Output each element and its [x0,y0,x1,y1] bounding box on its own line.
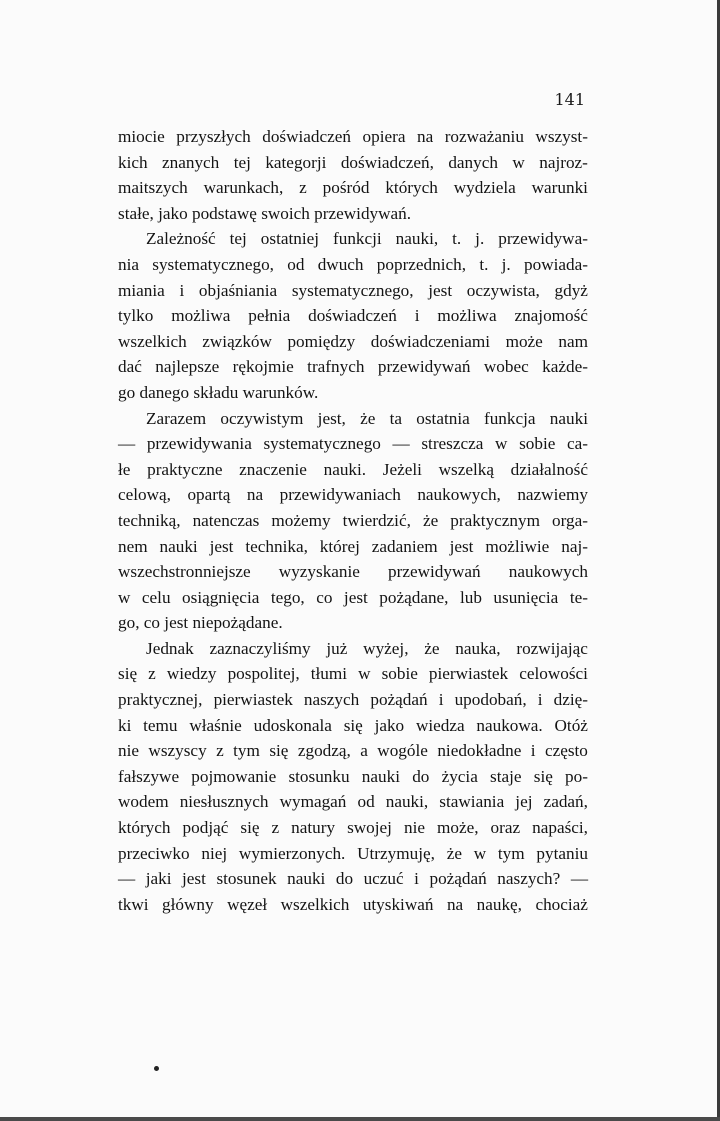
text-line: maitszych warunkach, z pośród których wydziela warunki [118,178,588,198]
text-line: techniką, natenczas możemy twierdzić, że praktycznym orga- [118,510,588,530]
text-line: stałe, jako podstawę swoich przewidywań. [118,203,412,223]
body-text [118,124,588,917]
text-line: — przewidywania systematycznego — streszcza w sobie ca- [118,434,588,454]
text-line: wszelkich związków pomiędzy doświadczeniami może nam [118,331,588,351]
text-line: w celu osiągnięcia tego, co jest pożądane, lub usunięcia te- [118,587,588,607]
text-line: nem nauki jest technika, której zadaniem jest możliwie naj- [118,536,588,556]
text-line: nia systematycznego, od dwuch poprzednich, t. j. powiada- [118,254,588,274]
text-line: ki temu właśnie udoskonala się jako wiedza naukowa. Otóż [118,715,588,735]
text-line: celową, opartą na przewidywaniach naukowych, nazwiemy [118,485,588,505]
text-line: wszechstronniejsze wyzyskanie przewidywań naukowych [118,562,588,582]
text-line: praktycznej, pierwiastek naszych pożądań i upodobań, i dzię- [118,690,588,710]
text-line: — jaki jest stosunek nauki do uczuć i pożądań naszych? — [118,869,588,889]
text-line: wodem niesłusznych wymagań od nauki, stawiania jej zadań, [118,792,588,812]
text-line: fałszywe pojmowanie stosunku nauki do życia staje się po- [118,766,588,786]
text-line: się z wiedzy pospolitej, tłumi w sobie pierwiastek celowości [118,664,588,684]
text-line: których podjąć się z natury swojej nie może, oraz napaści, [118,818,588,838]
text-line: Jednak zaznaczyliśmy już wyżej, że nauka, rozwijając [146,638,588,658]
text-line: miania i objaśniania systematycznego, jest oczywista, gdyż [118,280,588,300]
text-line: kich znanych tej kategorji doświadczeń, danych w najroz- [118,152,588,172]
text-line: nie wszyscy z tym się zgodzą, a wogóle niedokładne i często [118,741,588,761]
scan-edge-bottom [0,1117,720,1121]
text-line: tkwi główny węzeł wszelkich utyskiwań na naukę, chociaż [118,894,588,914]
page-number: 141 [554,90,585,109]
text-line: miocie przyszłych doświadczeń opiera na rozważaniu wszyst- [118,127,588,146]
text-line: dać najlepsze rękojmie trafnych przewidywań wobec każde- [118,357,588,377]
ink-speck [154,1066,159,1071]
text-line: Zarazem oczywistym jest, że ta ostatnia funkcja nauki [146,408,588,428]
text-line: go, co jest niepożądane. [118,613,283,633]
text-line: go danego składu warunków. [118,382,319,402]
text-line: łe praktyczne znaczenie nauki. Jeżeli wszelką działalność [118,459,588,479]
text-line: tylko możliwa pełnia doświadczeń i możliwa znajomość [118,306,588,326]
text-line: Zależność tej ostatniej funkcji nauki, t. j. przewidywa- [146,229,588,249]
text-line: przeciwko niej wymierzonych. Utrzymuję, że w tym pytaniu [118,843,588,863]
